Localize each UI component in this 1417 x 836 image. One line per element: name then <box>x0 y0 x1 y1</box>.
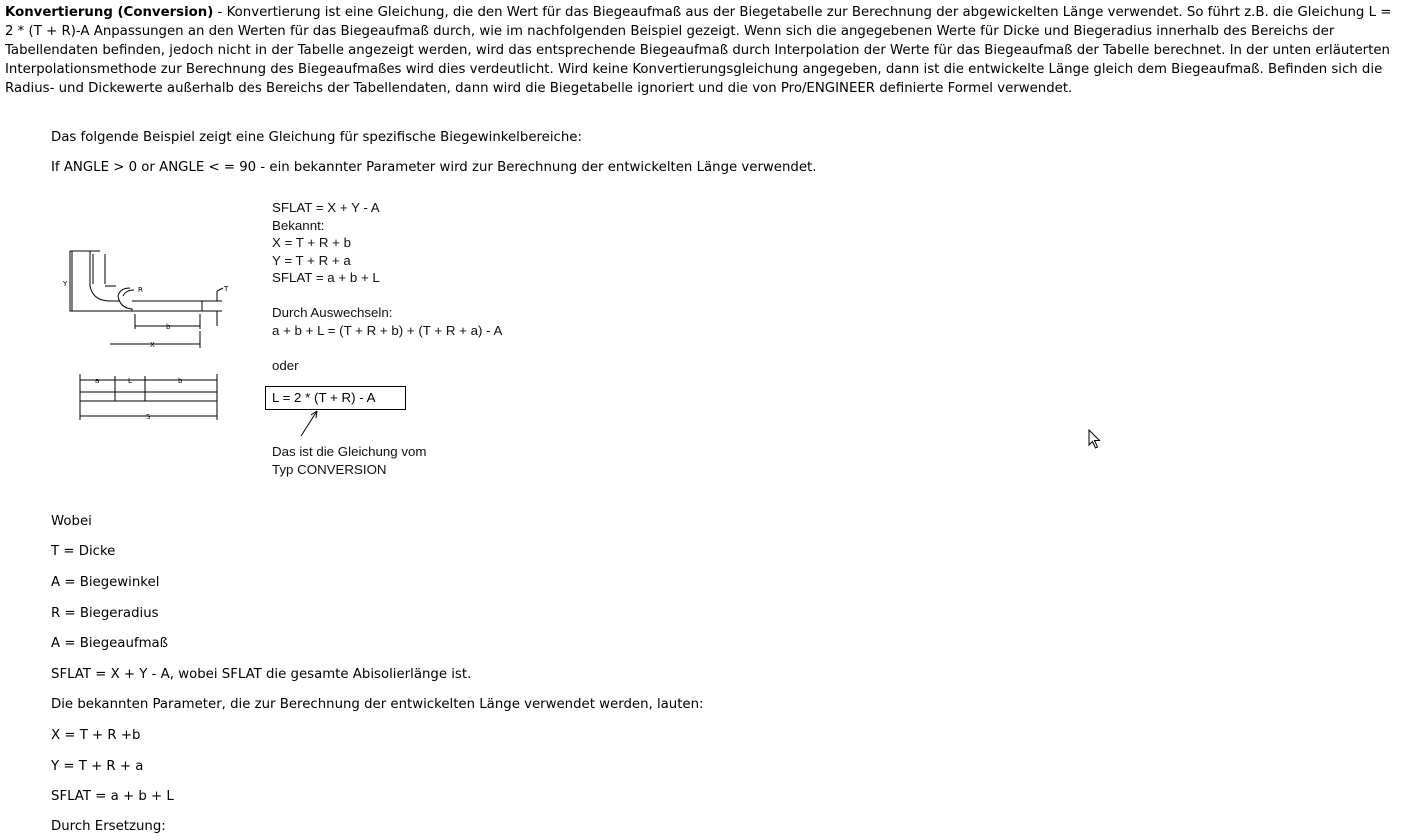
dim-label-b2: b <box>178 377 183 385</box>
intro-text: - Konvertierung ist eine Gleichung, die den Wert für das Biegeaufmaß aus der Biegetabelle zur Berechnung der abgewickelten Länge verwendet. So führt z.B. die Gleichung L = 2 * (T + R)-A Anpassungen an den Werten für das Biegeaufmaß durch, wie im nachfolgenden Beispiel gezeigt. Wenn sich die angegebenen Werte für Dicke und Biegeradius innerhalb des Bereichs der Tabellendaten befinden, jedoch nicht in der Tabelle angezeigt werden, wird das entsprechende Biegeaufmaß durch Interpolation der Werte für das Biegeaufmaß der Tabelle berechnet. In der unten erläuterten Interpolationsmethode zur Berechnung des Biegeaufmaßes wird dies verdeutlicht. Wird keine Konvertierungsgleichung angegeben, dann ist die entwickelte Länge gleich dem Biegeaufmaß. Befinden sich die Radius- und Dickewerte außerhalb des Bereichs der Tabellendaten, dann wird die Biegetabelle ignoriert und die von Pro/ENGINEER definierte Formel verwendet. <box>5 5 1392 96</box>
bend-drawing <box>60 196 260 436</box>
bend-figure <box>60 196 560 486</box>
dim-label-s: S <box>146 413 151 421</box>
dim-label-l: L <box>128 377 132 385</box>
fig-line: a + b + L = (T + R + b) + (T + R + a) - A <box>272 322 503 338</box>
fig-line <box>272 287 502 305</box>
fig-line: Y = T + R + a <box>272 252 351 268</box>
definition-line: Durch Ersetzung: <box>51 819 166 834</box>
figure-equations <box>272 199 502 374</box>
definition-line: SFLAT = a + b + L <box>51 789 174 804</box>
example-intro: Das folgende Beispiel zeigt eine Gleichung für spezifische Biegewinkelbereiche: <box>51 130 582 145</box>
dim-label-y: Y <box>63 280 68 288</box>
dim-label-a: a <box>95 377 100 385</box>
definition-line: SFLAT = X + Y - A, wobei SFLAT die gesamte Abisolierlänge ist. <box>51 667 472 682</box>
definition-line: Y = T + R + a <box>51 759 144 774</box>
intro-paragraph <box>5 4 1400 99</box>
dim-label-r: R <box>138 286 143 294</box>
definition-line: T = Dicke <box>51 544 116 559</box>
figure-note <box>272 443 426 478</box>
definition-line: R = Biegeradius <box>51 606 159 621</box>
fig-line: SFLAT = a + b + L <box>272 270 380 285</box>
definition-line: Die bekannten Parameter, die zur Berechnung der entwickelten Länge verwendet werden, lauten: <box>51 697 704 712</box>
sheet-profile <box>70 251 132 311</box>
definition-line: A = Biegewinkel <box>51 575 160 590</box>
fig-line: Durch Auswechseln: <box>272 305 393 320</box>
condition-line: If ANGLE > 0 or ANGLE < = 90 - ein bekannter Parameter wird zur Berechnung der entwickelten Länge verwendet. <box>51 160 817 175</box>
arrow-icon <box>295 406 335 446</box>
fig-line: X = T + R + b <box>272 235 351 250</box>
mouse-cursor-icon <box>1088 429 1102 451</box>
definition-line: Wobei <box>51 514 92 529</box>
boxed-equation: L = 2 * (T + R) - A <box>265 386 406 410</box>
definition-line: X = T + R +b <box>51 728 141 743</box>
dim-label-b: b <box>166 323 171 331</box>
term-konvertierung: Konvertierung (Conversion) <box>5 5 214 20</box>
fig-line <box>272 339 502 357</box>
dim-label-t: T <box>224 285 229 293</box>
fig-line: oder <box>272 357 299 373</box>
fig-line: Bekannt: <box>272 217 325 233</box>
definition-line: A = Biegeaufmaß <box>51 636 169 651</box>
note-line-2: Typ CONVERSION <box>272 461 387 477</box>
note-line-1: Das ist die Gleichung vom <box>272 444 427 459</box>
dim-label-x: X <box>150 341 155 349</box>
fig-line: SFLAT = X + Y - A <box>272 200 380 215</box>
